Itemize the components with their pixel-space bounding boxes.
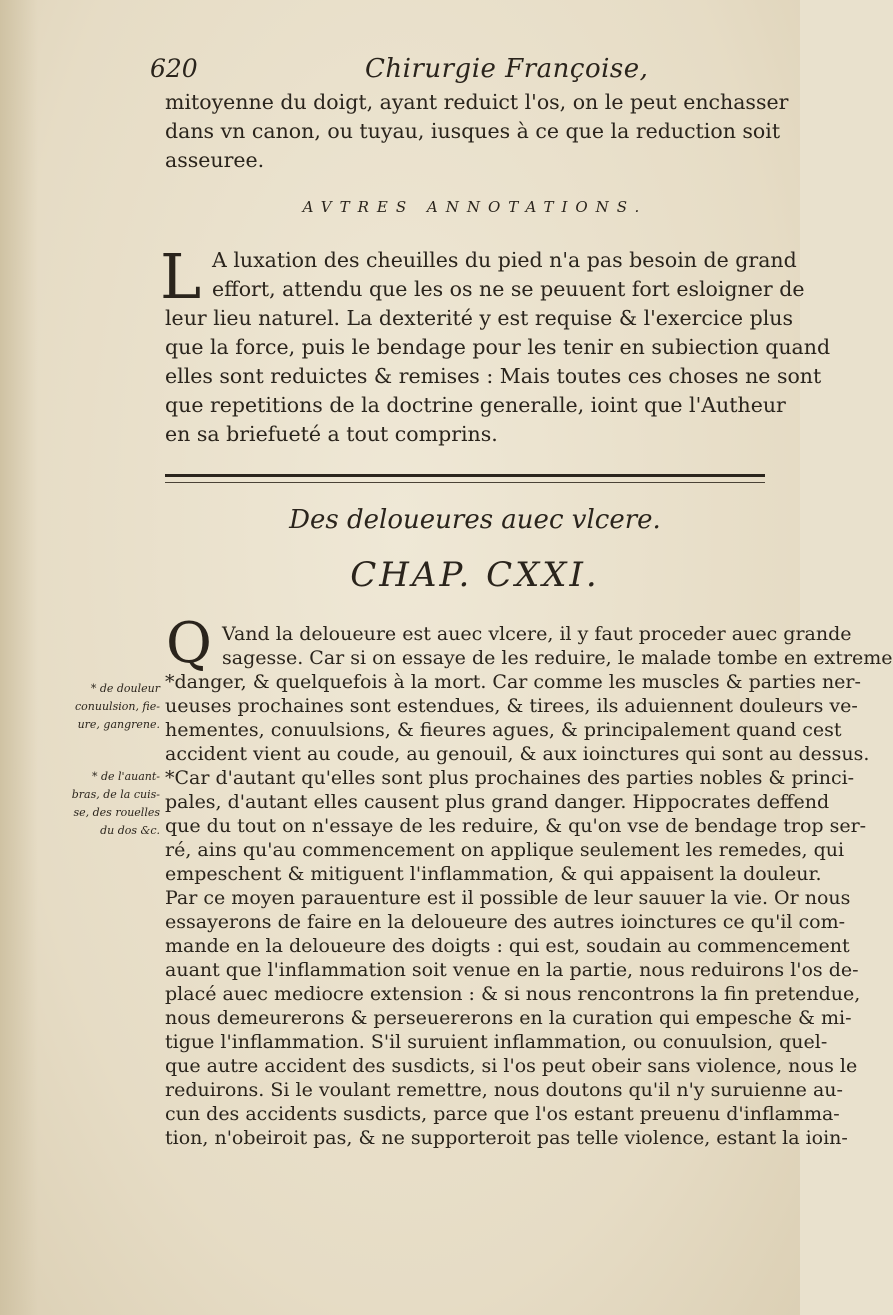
drop-cap: Q — [166, 611, 212, 676]
page-number: 620 — [150, 54, 198, 83]
text-line: auant que l'inflammation soit venue en la partie, nous reduirons l'os de- — [165, 959, 859, 981]
text-line: que autre accident des susdicts, si l'os peut obeir sans violence, nous le — [165, 1055, 858, 1077]
margin-note-line: conuulsion, fie- — [75, 700, 160, 713]
text-line: A luxation des cheuilles du pied n'a pas besoin de grand — [212, 248, 797, 272]
margin-note-line: du dos &c. — [100, 824, 160, 837]
text-line: effort, attendu que les os ne se peuuent fort esloigner de — [212, 277, 805, 301]
margin-note — [60, 680, 160, 734]
text-line: ré, ains qu'au commencement on applique seulement les remedes, qui — [165, 839, 845, 861]
text-line: mitoyenne du doigt, ayant reduict l'os, on le peut enchasser — [165, 90, 789, 114]
text-line: que repetitions de la doctrine generalle, ioint que l'Autheur — [165, 393, 786, 417]
text-line: ueuses prochaines sont estendues, & tirees, ils aduiennent douleurs ve- — [165, 695, 858, 717]
section-rule-thin — [165, 482, 765, 483]
text-line: cun des accidents susdicts, parce que l'os estant preuenu d'inflamma- — [165, 1103, 840, 1125]
text-line: hementes, conuulsions, & fieures agues, & principalement quand cest — [165, 719, 842, 741]
text-line: que la force, puis le bendage pour les tenir en subiection quand — [165, 335, 831, 359]
text-line: Vand la deloueure est auec vlcere, il y faut proceder auec grande — [222, 623, 852, 645]
text-line: mande en la deloueure des doigts : qui est, soudain au commencement — [165, 935, 850, 957]
text-line: Par ce moyen parauenture est il possible de leur sauuer la vie. Or nous — [165, 887, 851, 909]
text-line: en sa briefueté a tout comprins. — [165, 422, 498, 446]
text-line: pales, d'autant elles causent plus grand danger. Hippocrates deffend — [165, 791, 830, 813]
page-gutter-shadow — [0, 0, 38, 1315]
text-line: *Car d'autant qu'elles sont plus prochaines des parties nobles & princi- — [165, 767, 855, 789]
text-line: essayerons de faire en la deloueure des autres ioinctures ce qu'il com- — [165, 911, 846, 933]
text-line: asseuree. — [165, 148, 265, 172]
text-line: que du tout on n'essaye de les reduire, & qu'on vse de bendage trop ser- — [165, 815, 867, 837]
margin-note-line: bras, de la cuis- — [71, 788, 160, 801]
margin-note-line: ure, gangrene. — [77, 718, 160, 731]
text-line: *danger, & quelquefois à la mort. Car comme les muscles & parties ner- — [165, 671, 861, 693]
text-line: dans vn canon, ou tuyau, iusques à ce que la reduction soit — [165, 119, 781, 143]
margin-note-line: se, des rouelles — [73, 806, 160, 819]
text-line: empeschent & mitiguent l'inflammation, & qui appaisent la douleur. — [165, 863, 822, 885]
running-title: Chirurgie Françoise, — [365, 54, 649, 84]
text-line: tigue l'inflammation. S'il suruient inflammation, ou conuulsion, quel- — [165, 1031, 828, 1053]
text-line: tion, n'obeiroit pas, & ne supporteroit pas telle violence, estant la ioin- — [165, 1127, 848, 1149]
text-line: elles sont reduictes & remises : Mais toutes ces choses ne sont — [165, 364, 822, 388]
text-line: placé auec mediocre extension : & si nous rencontrons la fin pretendue, — [165, 983, 861, 1005]
text-line: sagesse. Car si on essaye de les reduire, le malade tombe en extreme — [222, 647, 893, 669]
annotations-heading: AVTRES ANNOTATIONS. — [302, 198, 648, 216]
text-line: nous demeurerons & perseuererons en la curation qui empesche & mi- — [165, 1007, 852, 1029]
chapter-title: Des deloueures auec vlcere. — [289, 505, 661, 535]
drop-cap: L — [160, 240, 202, 313]
text-line: reduirons. Si le voulant remettre, nous doutons qu'il n'y suruienne au- — [165, 1079, 843, 1101]
text-line: accident vient au coude, au genouil, & aux ioinctures qui sont au dessus. — [165, 743, 870, 765]
margin-note-line: * de douleur — [90, 682, 160, 695]
text-line: leur lieu naturel. La dexterité y est requise & l'exercice plus — [165, 306, 793, 330]
section-rule — [165, 474, 765, 477]
margin-note — [60, 768, 160, 840]
chapter-number: CHAP. CXXI. — [350, 555, 600, 595]
margin-note-line: * de l'auant- — [91, 770, 160, 783]
